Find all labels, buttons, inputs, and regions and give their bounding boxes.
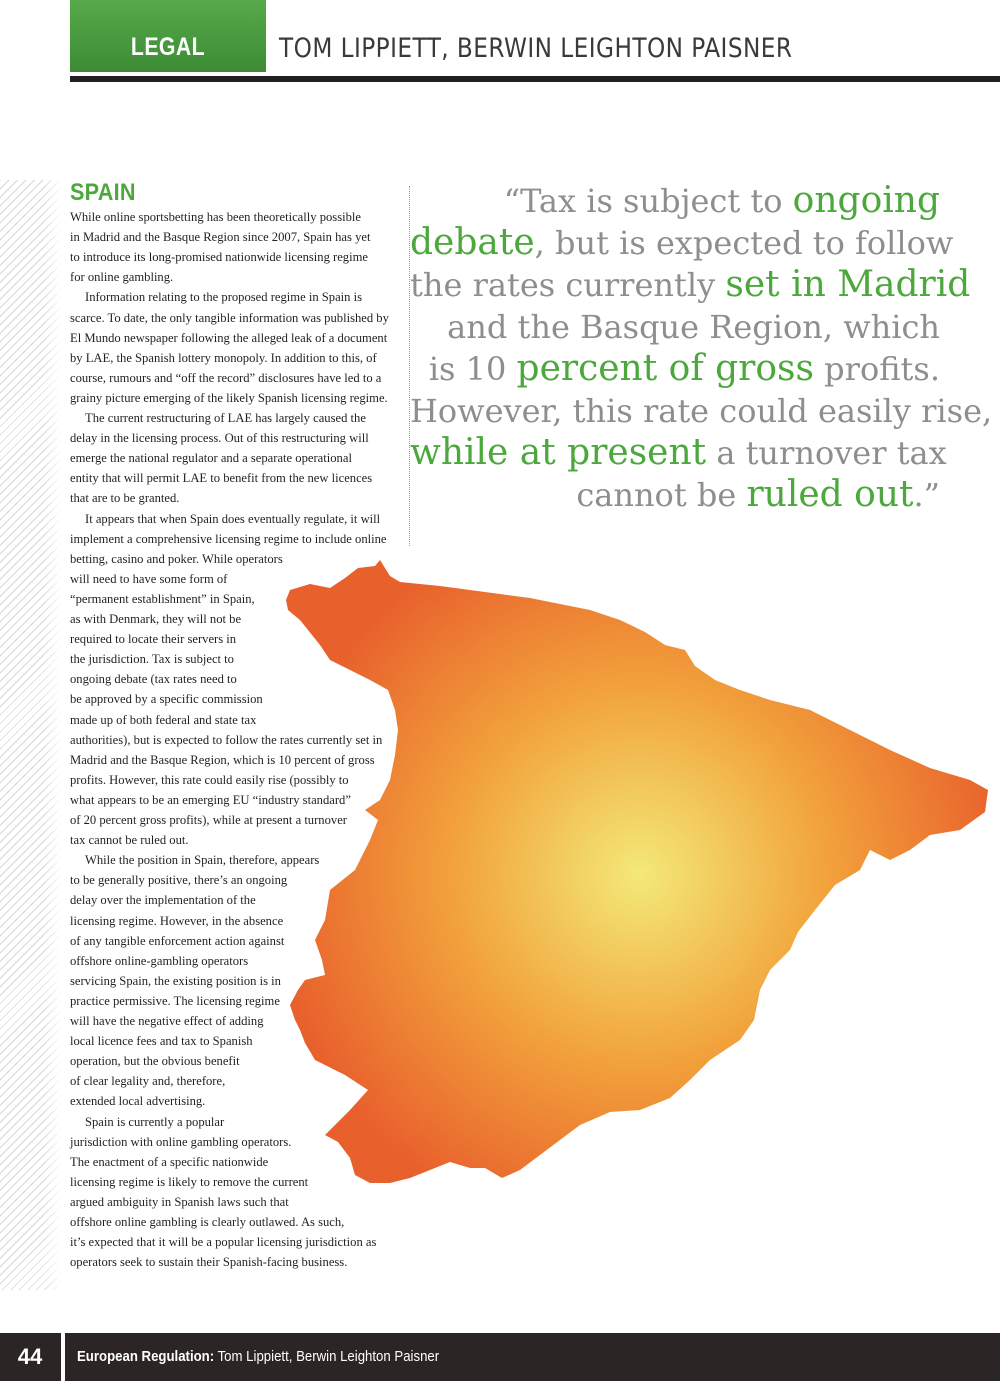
pull-quote-text: .” bbox=[913, 476, 940, 514]
article-line: of any tangible enforcement action against bbox=[70, 933, 285, 948]
article-line: extended local advertising. bbox=[70, 1094, 206, 1109]
article-line: Information relating to the proposed regime in Spain is bbox=[85, 290, 363, 305]
article-line: licensing regime. However, in the absence bbox=[70, 913, 284, 928]
pull-quote-line bbox=[410, 180, 940, 222]
article-line: grainy picture emerging of the likely Spanish licensing regime. bbox=[70, 390, 388, 405]
article-line: delay in the licensing process. Out of this restructuring will bbox=[70, 431, 369, 446]
article-line: tax cannot be ruled out. bbox=[70, 833, 189, 848]
article-line: to be generally positive, there’s an ongoing bbox=[70, 873, 288, 888]
pull-quote-line bbox=[410, 348, 940, 390]
pull-quote-line bbox=[410, 306, 940, 348]
pull-quote-text: , but is expected to follow bbox=[534, 224, 954, 262]
article-line: implement a comprehensive licensing regime to include online bbox=[70, 531, 387, 546]
article-line: that are to be granted. bbox=[70, 491, 180, 506]
pull-quote-text: a turnover tax bbox=[706, 434, 947, 472]
article-line: servicing Spain, the existing position is in bbox=[70, 973, 281, 988]
pull-quote-line bbox=[410, 264, 971, 306]
article-line: It appears that when Spain does eventually regulate, it will bbox=[85, 511, 381, 526]
article-line: in Madrid and the Basque Region since 2007, Spain has yet bbox=[70, 230, 371, 245]
pull-quote-text: is 10 bbox=[428, 350, 517, 388]
pull-quote-text: the rates currently bbox=[410, 266, 726, 304]
article-line: scarce. To date, the only tangible information was published by bbox=[70, 310, 389, 325]
pull-quote-text: “Tax is subject to bbox=[503, 182, 793, 220]
article-line: be approved by a specific commission bbox=[70, 692, 263, 707]
article-line: “permanent establishment” in Spain, bbox=[70, 591, 255, 606]
section-label: LEGAL bbox=[130, 33, 206, 61]
article-line: as with Denmark, they will not be bbox=[70, 612, 242, 626]
spain-map bbox=[270, 550, 1000, 1200]
article-line: required to locate their servers in bbox=[70, 632, 237, 647]
article-line: While the position in Spain, therefore, appears bbox=[85, 853, 320, 868]
footer-byline: Tom Lippiett, Berwin Leighton Paisner bbox=[214, 1348, 440, 1365]
pull-quote-highlight: ruled out bbox=[746, 474, 914, 515]
article-line: it’s expected that it will be a popular licensing jurisdiction as bbox=[70, 1235, 377, 1250]
article-line: offshore online gambling is clearly outlawed. As such, bbox=[70, 1215, 345, 1229]
pull-quote-line bbox=[410, 222, 954, 264]
article-line: will have the negative effect of adding bbox=[70, 1014, 264, 1028]
article-line: operation, but the obvious benefit bbox=[70, 1054, 240, 1069]
page-number: 44 bbox=[17, 1344, 43, 1369]
footer-credit bbox=[77, 1348, 439, 1365]
section-tab bbox=[70, 0, 266, 72]
article-line: delay over the implementation of the bbox=[70, 893, 256, 908]
pull-quote-highlight: while at present bbox=[410, 432, 707, 473]
article-line: profits. However, this rate could easily rise (possibly to bbox=[70, 772, 349, 787]
article-line: entity that will permit LAE to benefit from the new licences bbox=[70, 471, 373, 486]
spain-map-graphic bbox=[270, 550, 1000, 1200]
page-footer bbox=[0, 1333, 1000, 1381]
article-line: Spain is currently a popular bbox=[85, 1114, 225, 1129]
pull-quote-highlight: ongoing bbox=[792, 180, 940, 221]
article-line: local licence fees and tax to Spanish bbox=[70, 1034, 253, 1049]
article-line: argued ambiguity in Spanish laws such that bbox=[70, 1194, 289, 1209]
article-line: of 20 percent gross profits), while at present a turnover bbox=[70, 813, 347, 827]
pull-quote-highlight: debate bbox=[410, 222, 535, 263]
footer-separator bbox=[61, 1333, 65, 1381]
article-line: While online sportsbetting has been theoretically possible bbox=[70, 210, 361, 224]
article-line: betting, casino and poker. While operators bbox=[70, 551, 283, 566]
footer-publication: European Regulation: bbox=[77, 1348, 215, 1365]
article-line: what appears to be an emerging EU “industry standard” bbox=[70, 792, 351, 807]
article-line: offshore online-gambling operators bbox=[70, 953, 249, 968]
article-line: will need to have some form of bbox=[70, 571, 228, 586]
pull-quote bbox=[410, 180, 993, 516]
spain-map-shape bbox=[286, 560, 988, 1183]
article-line: emerge the national regulator and a separate operational bbox=[70, 451, 352, 466]
article-line: El Mundo newspaper following the alleged leak of a document bbox=[70, 330, 388, 345]
article-line: ongoing debate (tax rates need to bbox=[70, 672, 237, 687]
article-title: SPAIN bbox=[70, 179, 136, 206]
article-line: The enactment of a specific nationwide bbox=[70, 1154, 269, 1169]
article-line: by LAE, the Spanish lottery monopoly. In addition to this, of bbox=[70, 350, 377, 365]
article-line: operators seek to sustain their Spanish-facing business. bbox=[70, 1255, 348, 1270]
pull-quote-line bbox=[410, 390, 993, 432]
article-line: The current restructuring of LAE has largely caused the bbox=[85, 411, 366, 425]
pull-quote-highlight: set in Madrid bbox=[725, 264, 971, 305]
pull-quote-text: profits. bbox=[813, 350, 940, 388]
article-line: jurisdiction with online gambling operators. bbox=[70, 1134, 292, 1149]
article-line: authorities), but is expected to follow the rates currently set in bbox=[70, 732, 383, 747]
article-line: of clear legality and, therefore, bbox=[70, 1074, 226, 1089]
article-line: practice permissive. The licensing regime bbox=[70, 993, 280, 1008]
article-line: for online gambling. bbox=[70, 270, 174, 285]
article-line: to introduce its long-promised nationwide licensing regime bbox=[70, 250, 368, 265]
margin-hatch-decoration bbox=[0, 180, 62, 1290]
pull-quote-line bbox=[410, 432, 947, 474]
header-author: TOM LIPPIETT, BERWIN LEIGHTON PAISNER bbox=[279, 33, 793, 64]
pull-quote-text: and the Basque Region, which bbox=[447, 308, 940, 346]
article-line: course, rumours and “off the record” disclosures have led to a bbox=[70, 370, 382, 385]
pull-quote-text: However, this rate could easily rise, bbox=[410, 392, 993, 430]
pull-quote-line bbox=[410, 474, 940, 516]
article-line: the jurisdiction. Tax is subject to bbox=[70, 652, 234, 667]
article-line: made up of both federal and state tax bbox=[70, 712, 257, 727]
article-line: licensing regime is likely to remove the current bbox=[70, 1174, 309, 1189]
pull-quote-highlight: percent of gross bbox=[516, 348, 814, 389]
article-line: Madrid and the Basque Region, which is 10 percent of gross bbox=[70, 752, 375, 767]
header-rule bbox=[70, 76, 1000, 82]
pull-quote-text: cannot be bbox=[576, 476, 747, 514]
